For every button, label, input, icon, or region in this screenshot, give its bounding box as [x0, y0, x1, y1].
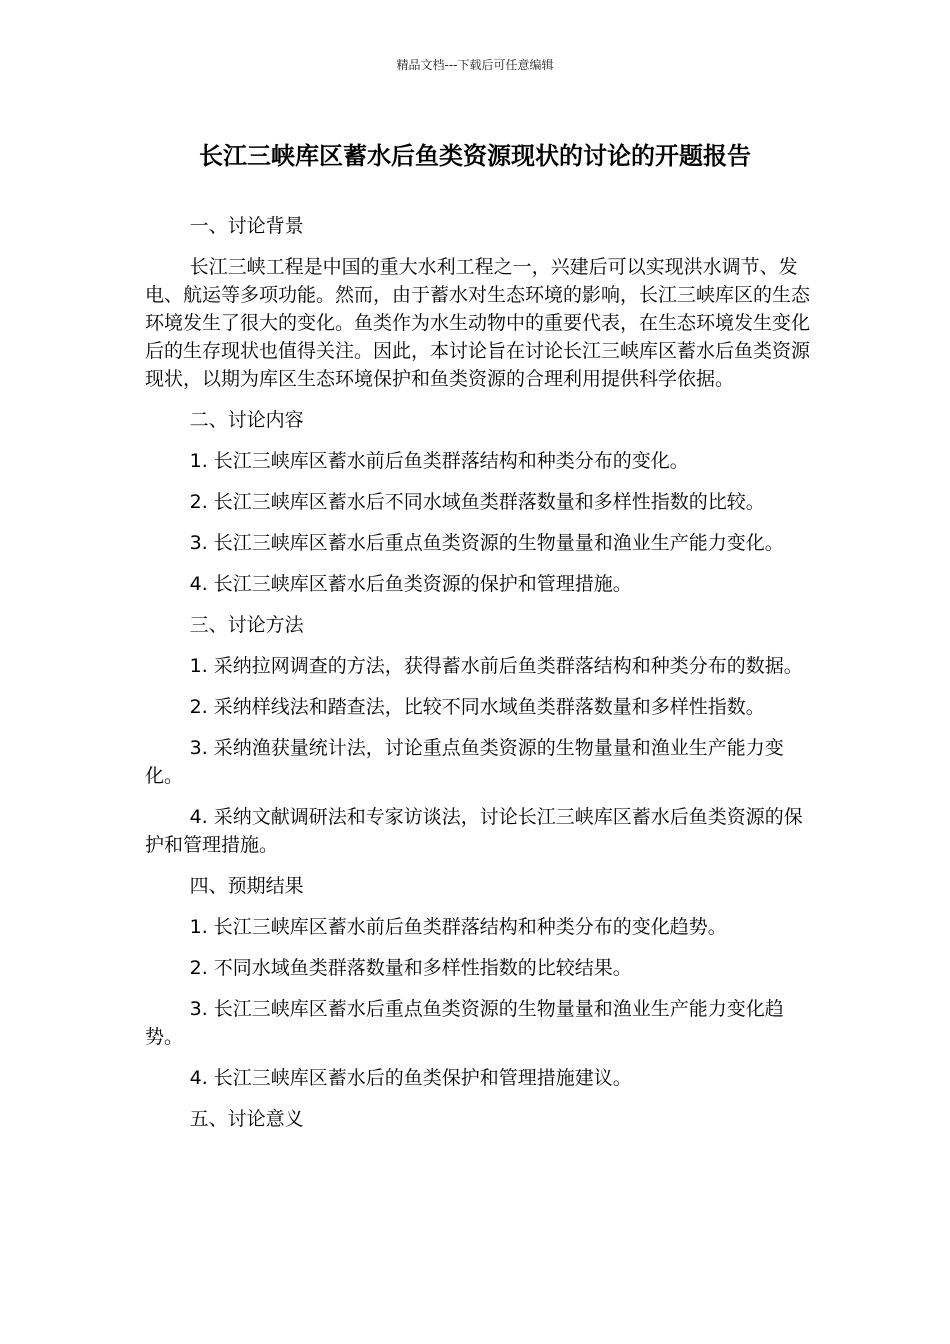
section-heading-expected-results: 四、预期结果	[189, 875, 304, 897]
result-item-1: 1. 长江三峡库区蓄水前后鱼类群落结构和种类分布的变化趋势。	[189, 916, 727, 938]
content-item-4: 4. 长江三峡库区蓄水后鱼类资源的保护和管理措施。	[189, 573, 632, 595]
method-item-2: 2. 采纳样线法和踏查法，比较不同水域鱼类群落数量和多样性指数。	[189, 696, 765, 718]
document-body	[145, 212, 810, 1146]
section-heading-background: 一、讨论背景	[189, 215, 304, 237]
result-item-4: 4. 长江三峡库区蓄水后的鱼类保护和管理措施建议。	[189, 1067, 632, 1089]
section-heading-significance: 五、讨论意义	[189, 1108, 304, 1130]
method-item-3: 3. 采纳渔获量统计法，讨论重点鱼类资源的生物量量和渔业生产能力变化。	[145, 737, 784, 787]
method-item-1: 1. 采纳拉网调查的方法，获得蓄水前后鱼类群落结构和种类分布的数据。	[189, 655, 803, 677]
content-item-1: 1. 长江三峡库区蓄水前后鱼类群落结构和种类分布的变化。	[189, 450, 689, 472]
page-header: 精品文档---下载后可任意编辑	[396, 58, 554, 72]
section-heading-content: 二、讨论内容	[189, 409, 304, 431]
result-item-3: 3. 长江三峡库区蓄水后重点鱼类资源的生物量量和渔业生产能力变化趋势。	[145, 998, 784, 1048]
content-item-2: 2. 长江三峡库区蓄水后不同水域鱼类群落数量和多样性指数的比较。	[189, 491, 765, 513]
section-heading-methods: 三、讨论方法	[189, 614, 304, 636]
content-item-3: 3. 长江三峡库区蓄水后重点鱼类资源的生物量量和渔业生产能力变化。	[189, 532, 784, 554]
method-item-4: 4. 采纳文献调研法和专家访谈法，讨论长江三峡库区蓄水后鱼类资源的保护和管理措施。	[145, 806, 803, 856]
result-item-2: 2. 不同水域鱼类群落数量和多样性指数的比较结果。	[189, 957, 632, 979]
document-title: 长江三峡库区蓄水后鱼类资源现状的讨论的开题报告	[199, 142, 751, 170]
background-paragraph: 长江三峡工程是中国的重大水利工程之一，兴建后可以实现洪水调节、发电、航运等多项功能。然而，由于蓄水对生态环境的影响，长江三峡库区的生态环境发生了很大的变化。鱼类作为水生动物中的重要代表，在生态环境发生变化后的生存现状也值得关注。因此，本讨论旨在讨论长江三峡库区蓄水后鱼类资源现状，以期为库区生态环境保护和鱼类资源的合理利用提供科学依据。	[145, 256, 811, 390]
